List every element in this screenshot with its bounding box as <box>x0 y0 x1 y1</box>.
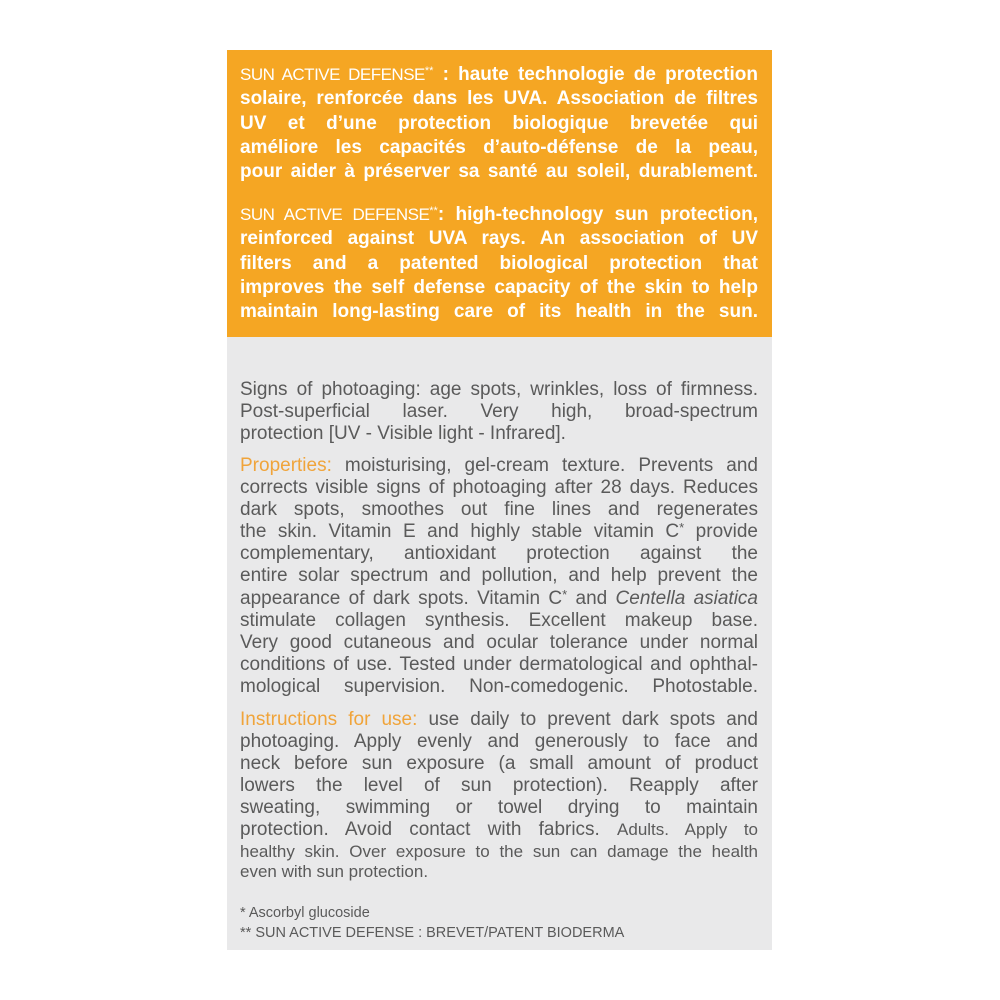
banner-line: solaire, renforcée dans les UVA. Association de filtres <box>240 88 758 110</box>
sun-active-defense-banner <box>227 50 772 337</box>
text-line-content: protection. Avoid contact with fabrics. <box>240 819 600 841</box>
text-line: neck before sun exposure (a small amount of product <box>240 753 758 775</box>
text-line: corrects visible signs of photoaging after 28 days. Reduces <box>240 477 758 499</box>
banner-line: reinforced against UVA rays. An association of UV <box>240 228 758 250</box>
warning-text: Adults. Apply to <box>617 820 759 840</box>
properties-heading: Properties: <box>240 455 332 476</box>
indications-paragraph <box>240 379 758 445</box>
patent-mark: ** <box>429 205 438 217</box>
text-line: protection [UV - Visible light - Infrared]. <box>240 423 566 445</box>
warning-line: even with sun protection. <box>240 862 429 882</box>
banner-english-paragraph <box>240 203 758 324</box>
banner-line: filters and a patented biological protection that <box>240 252 758 274</box>
text-line: Very good cutaneous and ocular tolerance under normal <box>240 631 758 653</box>
text-line: complementary, antioxidant protection against the <box>240 543 758 565</box>
banner-line <box>240 63 758 87</box>
footnote-ascorbyl-glucoside: * Ascorbyl glucoside <box>240 905 370 921</box>
text-line-content: provide <box>695 521 758 543</box>
banner-french-paragraph <box>240 63 758 184</box>
footnote-mark: * <box>562 586 568 602</box>
text-line <box>240 588 758 610</box>
text-line <box>240 521 758 543</box>
text-line: mological supervision. Non-comedogenic. Photostable. <box>240 675 758 697</box>
text-line-content: moisturising, gel-cream texture. Prevents and <box>344 455 758 476</box>
footnotes <box>240 903 758 943</box>
banner-line: pour aider à préserver sa santé au soleil, durablement. <box>240 161 758 183</box>
footnote-patent: ** SUN ACTIVE DEFENSE : BREVET/PATENT BIODERMA <box>240 925 625 941</box>
text-line-content: use daily to prevent dark spots and <box>428 709 758 730</box>
banner-line-text: : haute technologie de protection <box>442 64 758 85</box>
instructions-paragraph <box>240 709 758 883</box>
text-line: photoaging. Apply evenly and generously to face and <box>240 731 758 753</box>
brand-name: SUN ACTIVE DEFENSE <box>240 65 425 84</box>
banner-line-text: : high-technology sun protection, <box>437 204 758 225</box>
text-line-content: appearance of dark spots. Vitamin C <box>240 587 563 609</box>
text-line: sweating, swimming or towel drying to maintain <box>240 797 758 819</box>
banner-line <box>240 203 758 227</box>
text-line-content: the skin. Vitamin E and highly stable vitamin C <box>240 521 680 543</box>
patent-mark: ** <box>424 65 434 77</box>
text-line: Signs of photoaging: age spots, wrinkles, loss of firmness. <box>240 379 758 400</box>
properties-paragraph <box>240 455 758 698</box>
text-line: entire solar spectrum and pollution, and help prevent the <box>240 565 758 587</box>
text-line: dark spots, smoothes out fine lines and regenerates <box>240 499 758 521</box>
text-line-content: and <box>575 587 608 609</box>
text-line: Post-superficial laser. Very high, broad-spectrum <box>240 401 758 423</box>
text-line: lowers the level of sun protection). Reapply after <box>240 775 758 797</box>
text-line <box>240 819 758 841</box>
banner-line: UV et d’une protection biologique brevetée qui <box>240 112 758 134</box>
product-box-back-panel <box>227 50 772 950</box>
banner-line: maintain long-lasting care of its health in the sun. <box>240 301 758 323</box>
banner-line: améliore les capacités d’auto-défense de la peau, <box>240 136 758 158</box>
brand-name: SUN ACTIVE DEFENSE <box>240 205 430 224</box>
text-line <box>240 455 758 477</box>
instructions-heading: Instructions for use: <box>240 709 418 730</box>
banner-line: improves the self defense capacity of the skin to help <box>240 276 758 298</box>
text-line <box>240 709 758 731</box>
description-panel <box>227 337 772 950</box>
warning-line: healthy skin. Over exposure to the sun can damage the health <box>240 841 758 861</box>
text-line: stimulate collagen synthesis. Excellent makeup base. <box>240 609 758 631</box>
footnote-mark: * <box>679 520 685 536</box>
text-line: conditions of use. Tested under dermatological and ophthal- <box>240 653 758 675</box>
botanical-name: Centella asiatica <box>615 587 758 609</box>
